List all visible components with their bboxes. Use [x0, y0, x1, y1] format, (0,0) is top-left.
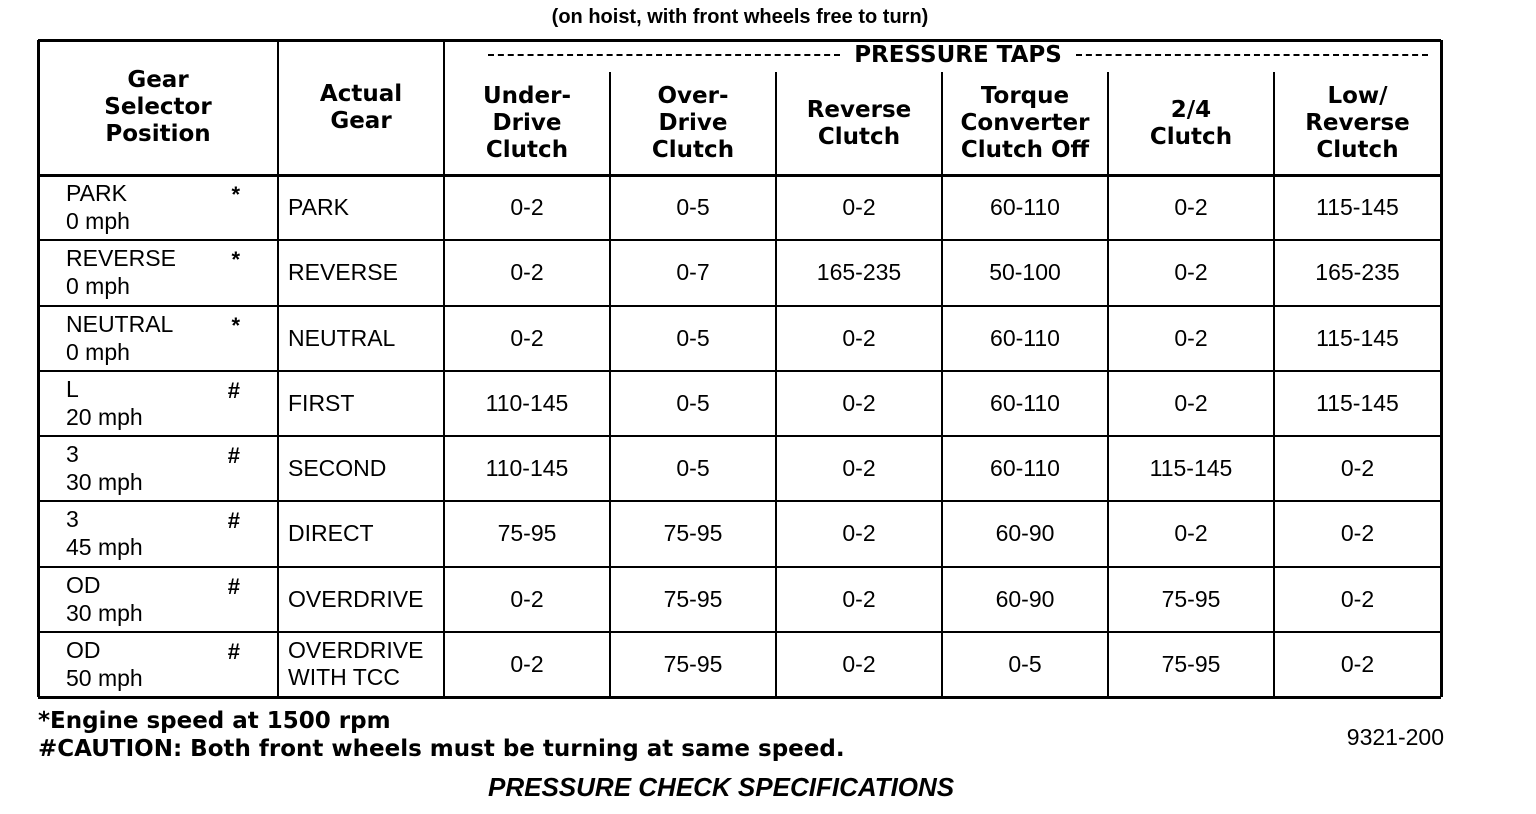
- selector-cell: [66, 505, 278, 564]
- pressure-value: [776, 501, 942, 566]
- pressure-value: [1274, 371, 1441, 436]
- footnotes: [38, 707, 845, 763]
- pressure-value: [1274, 567, 1441, 632]
- pressure-value-text: 60-110: [990, 324, 1060, 351]
- selector-position: OD: [66, 636, 101, 663]
- pressure-value: [1108, 436, 1274, 501]
- pressure-value-text: 75-95: [663, 520, 723, 547]
- pressure-value-text: 75-95: [1161, 585, 1221, 612]
- pressure-value: [1108, 175, 1274, 240]
- actual-gear-cell-text: FIRST: [288, 389, 355, 416]
- pressure-value-text: 0-2: [1174, 324, 1208, 351]
- pressure-value: [776, 306, 942, 371]
- pressure-value-text: 0-2: [510, 259, 544, 286]
- header-column-text: Under-Drive Clutch: [482, 83, 571, 163]
- pressure-value-text: 0-2: [1174, 389, 1208, 416]
- pressure-value-text: 0-2: [510, 194, 544, 221]
- selector-position: PARK: [66, 180, 127, 206]
- actual-gear-cell: [278, 240, 444, 305]
- selector-speed: 45 mph: [66, 534, 143, 561]
- pressure-value-text: 115-145: [1149, 455, 1233, 482]
- header-actual-gear: [278, 40, 444, 175]
- pressure-value-text: 0-2: [842, 194, 876, 221]
- pressure-value: [610, 175, 776, 240]
- actual-gear-cell: [278, 501, 444, 566]
- header-column: [1274, 72, 1441, 175]
- pressure-value: [610, 371, 776, 436]
- pressure-value: [776, 632, 942, 697]
- selector-cell: [66, 179, 278, 238]
- selector-cell: [66, 636, 278, 695]
- header-column-text: Low/ Reverse Clutch: [1305, 83, 1410, 163]
- pressure-taps-header: [474, 42, 1442, 68]
- header-column-text: 2/4 Clutch: [1149, 96, 1233, 150]
- footnote-mark: *: [231, 247, 240, 273]
- pressure-value-text: 0-2: [1340, 585, 1375, 612]
- footnote-mark: #: [227, 508, 240, 534]
- pressure-value-text: 115-145: [1316, 324, 1399, 351]
- reference-number: 9321-200: [1346, 724, 1444, 750]
- pressure-value: [444, 306, 610, 371]
- pressure-value-text: 0-2: [842, 455, 876, 482]
- pressure-value: [942, 501, 1108, 566]
- pressure-value-text: 0-2: [1340, 455, 1375, 482]
- header-actual-gear-text: Actual Gear: [319, 80, 403, 134]
- pressure-value: [1274, 501, 1441, 566]
- pressure-value: [1274, 436, 1441, 501]
- pressure-value-text: 0-5: [676, 455, 710, 482]
- pressure-value: [942, 632, 1108, 697]
- table-subtitle: (on hoist, with front wheels free to turn): [551, 6, 929, 28]
- pressure-value: [942, 436, 1108, 501]
- header-column: [1108, 72, 1274, 175]
- pressure-value: [444, 567, 610, 632]
- pressure-value-text: 0-2: [842, 520, 876, 547]
- header-column: [776, 72, 942, 175]
- selector-speed: 0 mph: [66, 208, 130, 234]
- pressure-value: [1108, 632, 1274, 697]
- pressure-value: [444, 240, 610, 305]
- pressure-value-text: 0-5: [676, 194, 710, 221]
- pressure-spec-table: [38, 40, 1441, 697]
- pressure-taps-label: PRESSURE TAPS: [854, 42, 1062, 68]
- pressure-value: [776, 175, 942, 240]
- pressure-value-text: 60-90: [995, 585, 1055, 612]
- footnote-mark: *: [231, 312, 240, 338]
- pressure-value: [776, 240, 942, 305]
- pressure-value: [444, 632, 610, 697]
- pressure-value: [610, 632, 776, 697]
- selector-cell: [66, 375, 278, 434]
- selector-cell: [66, 244, 278, 303]
- pressure-value-text: 110-145: [485, 389, 569, 416]
- pressure-value-text: 0-2: [842, 389, 876, 416]
- left-dash-rule: [488, 54, 840, 56]
- pressure-value-text: 0-5: [676, 389, 710, 416]
- pressure-value: [444, 371, 610, 436]
- actual-gear-cell: [278, 175, 444, 240]
- selector-speed: 50 mph: [66, 664, 143, 691]
- footnote-mark: #: [227, 377, 240, 403]
- header-column-text: Reverse Clutch: [806, 96, 912, 150]
- pressure-value-text: 60-110: [990, 194, 1060, 221]
- pressure-value: [444, 501, 610, 566]
- pressure-value-text: 0-5: [1008, 650, 1042, 677]
- pressure-value-text: 110-145: [485, 455, 569, 482]
- table-caption: PRESSURE CHECK SPECIFICATIONS: [488, 772, 955, 802]
- actual-gear-cell-text: OVERDRIVE WITH TCC: [288, 637, 424, 691]
- pressure-value: [1108, 371, 1274, 436]
- pressure-value-text: 75-95: [663, 650, 723, 677]
- pressure-value: [1274, 175, 1441, 240]
- actual-gear-cell-text: SECOND: [288, 455, 387, 482]
- pressure-value-text: 0-5: [676, 324, 710, 351]
- right-dash-rule: [1076, 54, 1428, 56]
- footnote-engine-speed: *Engine speed at 1500 rpm: [38, 708, 391, 734]
- pressure-value-text: 75-95: [1161, 650, 1221, 677]
- pressure-value-text: 60-110: [990, 455, 1060, 482]
- selector-position: 3: [66, 506, 79, 533]
- pressure-value: [776, 436, 942, 501]
- selector-position: 3: [66, 441, 79, 467]
- pressure-value-text: 165-235: [816, 259, 902, 286]
- pressure-value-text: 75-95: [497, 520, 557, 547]
- pressure-value: [610, 240, 776, 305]
- pressure-value-text: 0-2: [1174, 520, 1208, 547]
- footnote-mark: #: [227, 638, 240, 664]
- header-column-text: Over-Drive Clutch: [651, 83, 735, 163]
- header-column-text: Torque Converter Clutch Off: [960, 83, 1090, 163]
- selector-cell: [66, 571, 278, 630]
- actual-gear-cell-text: NEUTRAL: [288, 324, 396, 351]
- pressure-value: [942, 567, 1108, 632]
- header-gear-selector-text: Gear Selector Position: [104, 67, 212, 147]
- actual-gear-cell: [278, 567, 444, 632]
- actual-gear-cell-text: DIRECT: [288, 520, 374, 547]
- pressure-value-text: 75-95: [663, 585, 723, 612]
- pressure-value-text: 0-2: [842, 324, 876, 351]
- pressure-value: [1108, 306, 1274, 371]
- pressure-value: [1108, 501, 1274, 566]
- header-column: [942, 72, 1108, 175]
- header-gear-selector: [38, 40, 278, 175]
- pressure-value: [610, 501, 776, 566]
- selector-position: REVERSE: [66, 245, 176, 272]
- actual-gear-cell-text: REVERSE: [288, 259, 398, 286]
- header-column: [444, 72, 610, 175]
- pressure-value: [1274, 240, 1441, 305]
- pressure-value: [444, 175, 610, 240]
- pressure-value-text: 60-110: [990, 389, 1060, 416]
- pressure-value: [610, 567, 776, 632]
- pressure-value-text: 0-2: [1174, 259, 1208, 286]
- actual-gear-cell: [278, 371, 444, 436]
- pressure-value: [1274, 306, 1441, 371]
- pressure-value: [942, 306, 1108, 371]
- pressure-value: [1274, 632, 1441, 697]
- header-column: [610, 72, 776, 175]
- selector-speed: 20 mph: [66, 403, 143, 430]
- pressure-value: [942, 240, 1108, 305]
- selector-speed: 30 mph: [66, 599, 143, 626]
- pressure-value-text: 0-2: [510, 650, 544, 677]
- pressure-value-text: 0-2: [510, 585, 544, 612]
- pressure-value: [444, 436, 610, 501]
- selector-speed: 30 mph: [66, 469, 143, 495]
- pressure-value: [942, 175, 1108, 240]
- selector-speed: 0 mph: [66, 273, 130, 300]
- actual-gear-cell-text: PARK: [288, 194, 349, 221]
- selector-position: NEUTRAL: [66, 310, 174, 337]
- footnote-mark: *: [231, 182, 240, 207]
- pressure-value-text: 0-2: [510, 324, 544, 351]
- pressure-value-text: 0-2: [842, 650, 876, 677]
- pressure-value-text: 0-2: [1174, 194, 1208, 221]
- pressure-value: [610, 306, 776, 371]
- pressure-value-text: 0-2: [1340, 650, 1375, 677]
- selector-position: L: [66, 375, 79, 402]
- actual-gear-cell-text: OVERDRIVE: [288, 585, 424, 612]
- pressure-value: [1108, 567, 1274, 632]
- selector-cell: [66, 440, 278, 499]
- pressure-value: [1108, 240, 1274, 305]
- actual-gear-cell: [278, 632, 444, 697]
- pressure-value: [776, 371, 942, 436]
- pressure-value: [610, 436, 776, 501]
- pressure-value: [776, 567, 942, 632]
- footnote-mark: #: [227, 443, 240, 468]
- pressure-value-text: 60-90: [995, 520, 1055, 547]
- pressure-value-text: 0-2: [842, 585, 876, 612]
- pressure-value-text: 50-100: [989, 259, 1061, 286]
- selector-position: OD: [66, 571, 101, 598]
- pressure-value-text: 165-235: [1315, 259, 1400, 286]
- actual-gear-cell: [278, 306, 444, 371]
- pressure-value-text: 115-145: [1316, 389, 1399, 416]
- selector-speed: 0 mph: [66, 338, 130, 365]
- pressure-value: [942, 371, 1108, 436]
- pressure-value-text: 0-2: [1340, 520, 1375, 547]
- footnote-mark: #: [227, 573, 240, 599]
- pressure-value-text: 115-145: [1316, 194, 1399, 221]
- pressure-value-text: 0-7: [676, 259, 710, 286]
- footnote-caution: #CAUTION: Both front wheels must be turning at same speed.: [38, 736, 845, 762]
- selector-cell: [66, 310, 278, 369]
- actual-gear-cell: [278, 436, 444, 501]
